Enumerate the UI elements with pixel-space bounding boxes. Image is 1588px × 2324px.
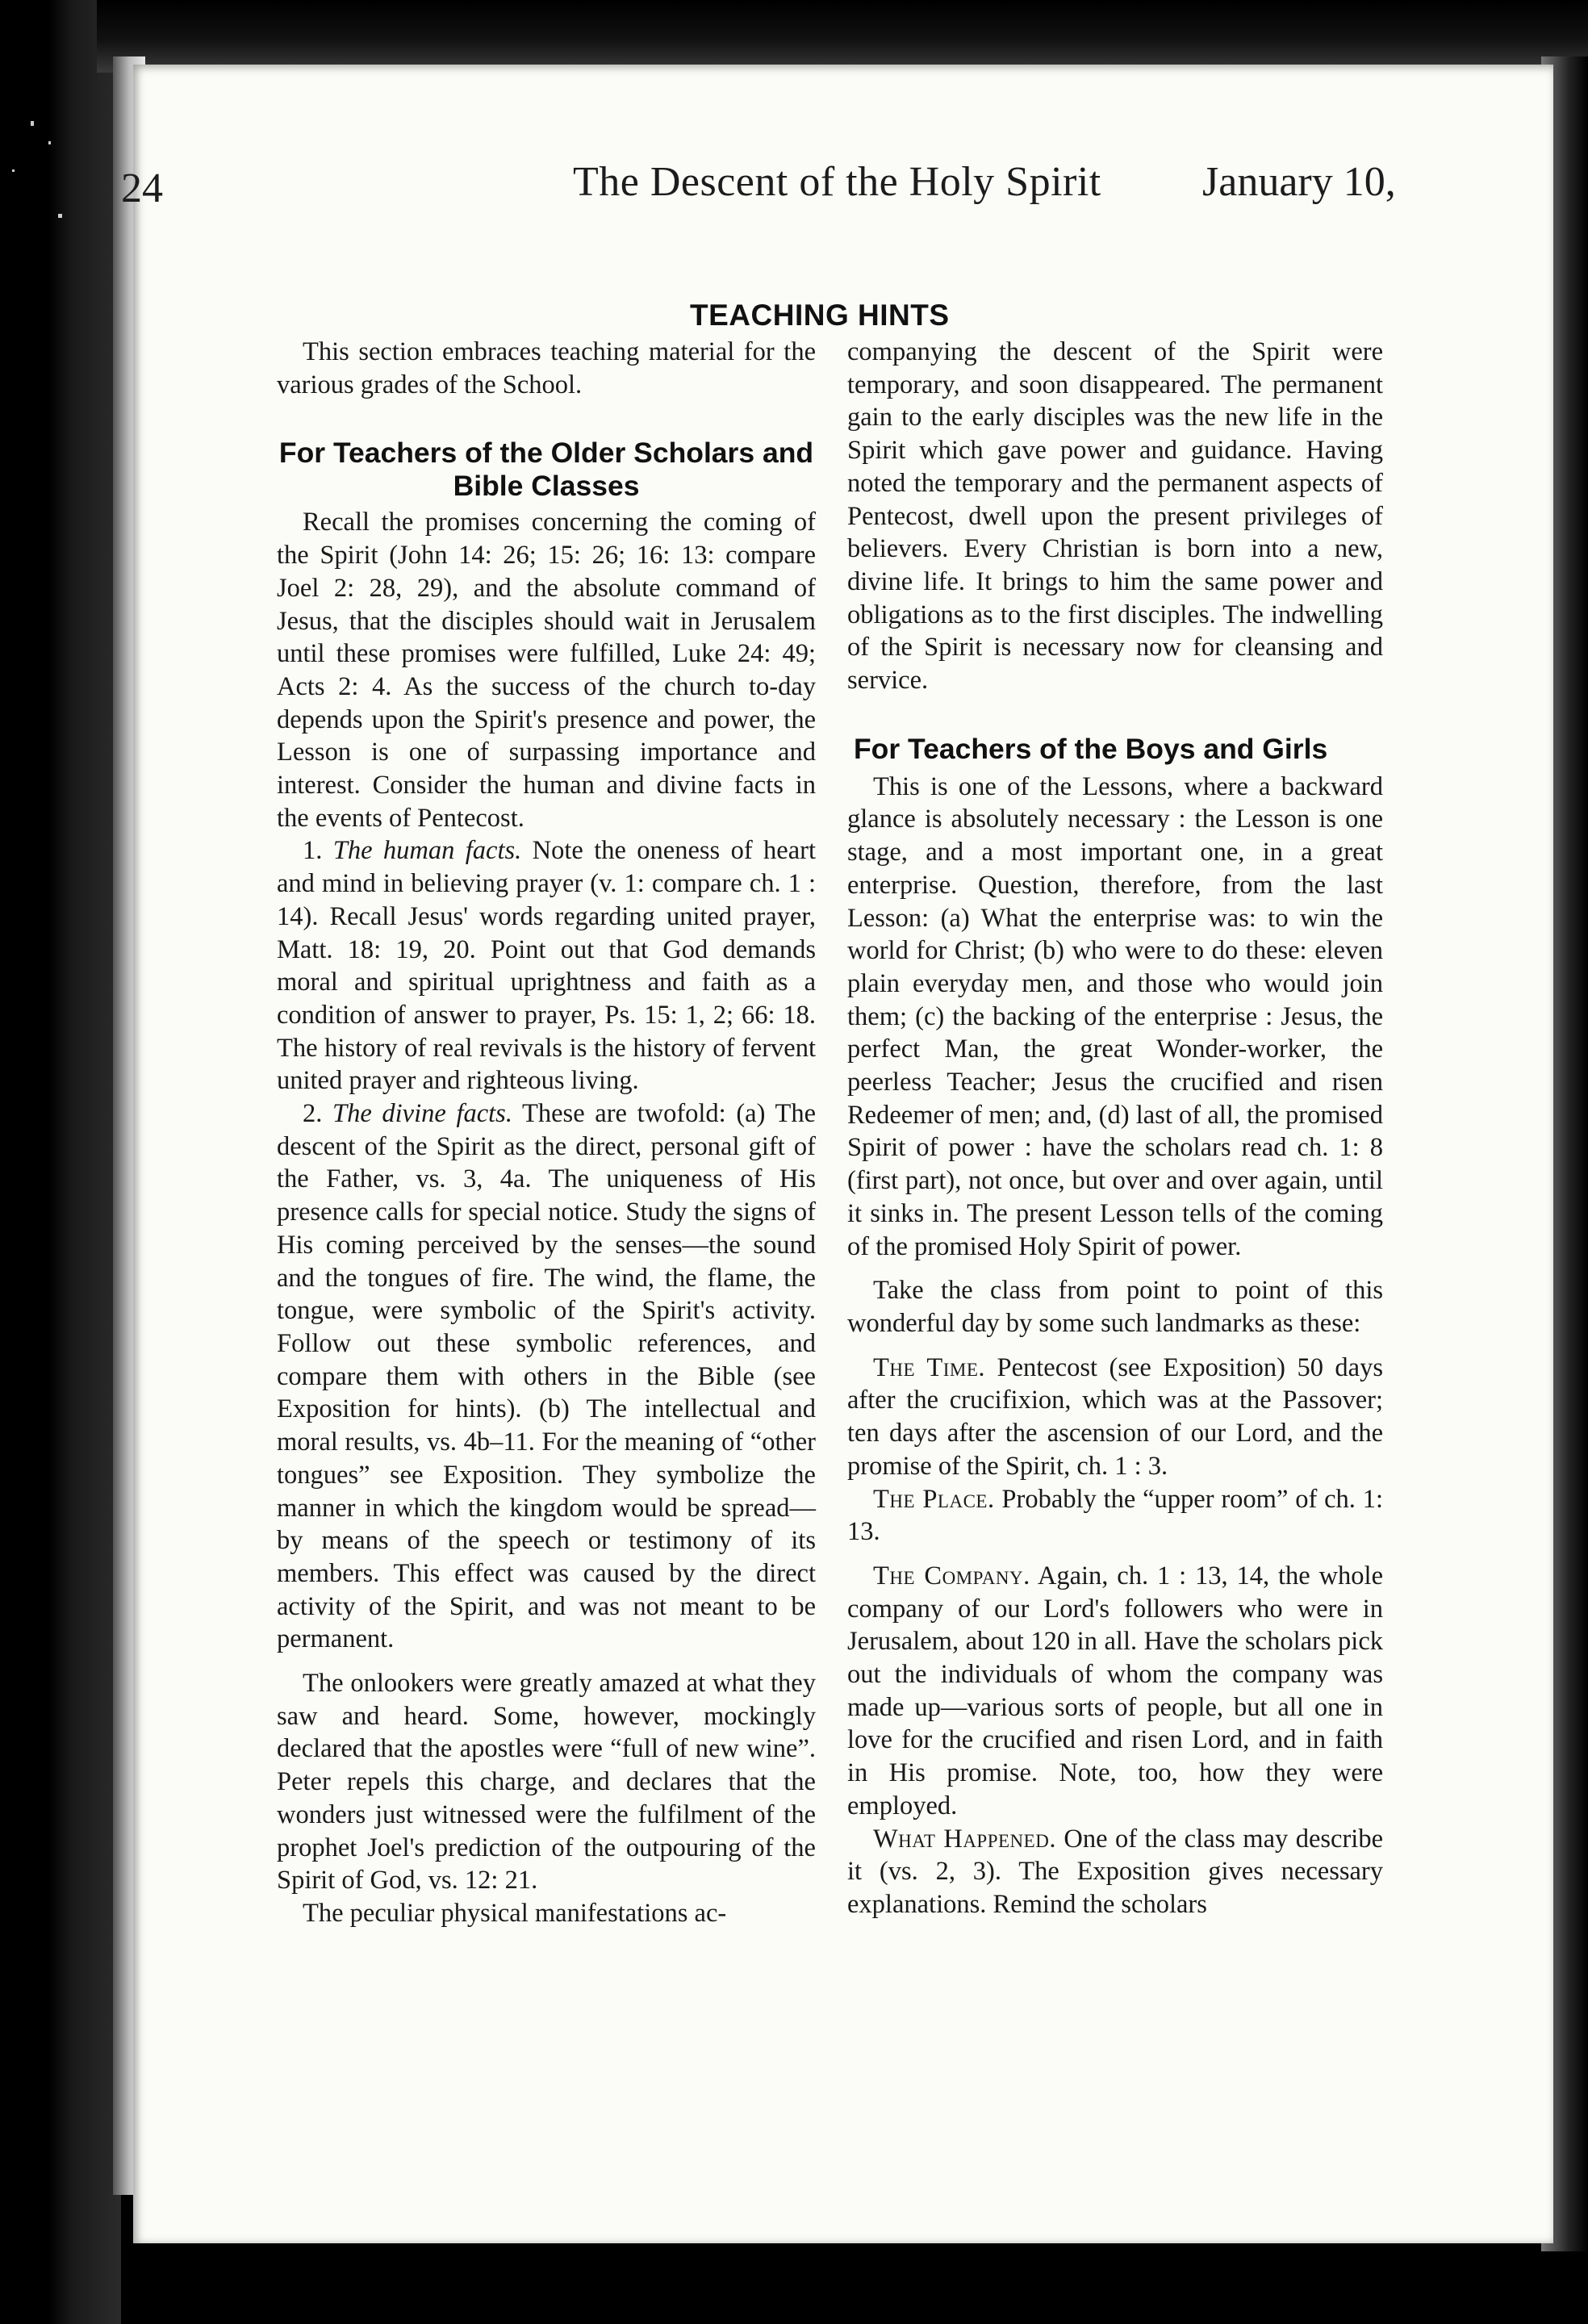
paragraph: This is one of the Lessons, where a backward glance is absolutely necessary : the Lesson is one stage, and a most important one, in a great enterprise. Question, therefore, from the last Lesson: (a) What the enterprise was: to win the world for Christ; (b) who were to do these: eleven plain everyday men, and those who would join them; (c) the backing of the enterprise : Jesus, the perfect Man, the great Wonder-worker, the peerless Teacher; Jesus the crucified and risen Redeemer of men; and, (d) last of all, the promised Spirit of power : have the scholars read ch. 1: 8 (first part), not once, but over and over again, until it sinks in. The present Lesson tells of the coming of the promised Holy Spirit of power. bbox=[847, 771, 1383, 1261]
run-in-label: The Time. bbox=[873, 1352, 986, 1382]
paragraph: The peculiar physical manifestations ac- bbox=[303, 1898, 727, 1928]
right-column bbox=[847, 336, 1383, 1921]
paragraph-text: These are twofold: (a) The descent of the Spirit as the direct, personal gift of the Father, vs. 3, 4a. The uniqueness of His presence calls for special notice. Study the signs of His coming perceived by the senses—the sound and the tongues of fire. The wind, the flame, the tongue, were symbolic of the Spirit's activity. Follow out these symbolic references, and compare them with others in the Bible (see Exposition for hints). (b) The intellectual and moral results, vs. 4b–11. For the meaning of “other tongues” see Exposition. They symbolize the manner in which the kingdom would be spread—by means of the speech or testimony of its members. This effect was caused by the direct activity of the Spirit, and was not meant to be permanent. bbox=[277, 1099, 817, 1654]
landmark-time bbox=[847, 1352, 1383, 1483]
section-title: TEACHING HINTS bbox=[690, 299, 950, 332]
scan-frame-left bbox=[0, 0, 121, 2324]
scan-frame-top bbox=[97, 0, 1588, 73]
landmark-what-happened bbox=[847, 1823, 1383, 1921]
paragraph-text: Again, ch. 1 : 13, 14, the whole company of our Lord's followers who were in Jerusalem, about 120 in all. Have the scholars pick out the individuals of whom the company was made up—various sorts of people, but all one in love for the crucified and risen Lord, and in faith in His promise. Note, too, how they were employed. bbox=[847, 1561, 1383, 1820]
run-in-label: The divine facts. bbox=[332, 1099, 512, 1129]
paragraph-text: One of the class may describe it (vs. 2, 3). The Exposition gives necessary explanations. Remind the scholars bbox=[847, 1824, 1383, 1919]
landmark-company bbox=[847, 1560, 1383, 1823]
paragraph-divine-facts bbox=[277, 1097, 816, 1656]
subhead-boys-girls: For Teachers of the Boys and Girls bbox=[854, 732, 1328, 765]
scan-speck bbox=[58, 214, 62, 218]
run-in-label: The Company. bbox=[873, 1561, 1030, 1590]
left-column bbox=[277, 336, 816, 1930]
paragraph-text: Note the oneness of heart and mind in believing prayer (v. 1: compare ch. 1 : 14). Recall Jesus' words regarding united prayer, Matt. 18: 19, 20. Point out that God demands moral and spiritual uprightness and faith as a condition of answer to prayer, Ps. 15: 1, 2; 66: 18. The history of real revivals is the history of fervent united prayer and righteous living. bbox=[277, 836, 816, 1096]
scan-speck bbox=[12, 169, 15, 172]
paragraph: Take the class from point to point of this wonderful day by some such landmarks as these: bbox=[847, 1276, 1383, 1338]
paragraph: The onlookers were greatly amazed at what they saw and heard. Some, however, mockingly declared that the apostles were “full of new wine”. Peter repels this charge, and declares that the wonders just witnessed were the fulfilment of the prophet Joel's prediction of the outpouring of the Spirit of God, vs. 12: 21. bbox=[277, 1669, 816, 1896]
list-number: 1. bbox=[303, 836, 323, 866]
paragraph-human-facts bbox=[277, 834, 816, 1097]
scan-speck bbox=[31, 121, 34, 126]
paragraph: companying the descent of the Spirit were temporary, and soon disappeared. The permanent gain to the early disciples was the new life in the Spirit which gave power and guidance. Having noted the temporary and the permanent aspects of Pentecost, dwell upon the present privileges of believers. Every Christian is born into a new, divine life. It brings to him the same power and obligations as to the first disciples. The indwelling of the Spirit is necessary now for cleansing and service. bbox=[847, 337, 1383, 696]
running-date: January 10, bbox=[1202, 159, 1396, 205]
paragraph: Recall the promises concerning the coming of the Spirit (John 14: 26; 15: 26; 16: 13: compare Joel 2: 28, 29), and the absolute command of Jesus, that the disciples should wait in Jerusalem until these promises were fulfilled, Luke 24: 49; Acts 2: 4. As the success of the church to-day depends upon the Spirit's presence and power, the Lesson is one of surpassing importance and interest. Consider the human and divine facts in the events of Pentecost. bbox=[277, 508, 816, 833]
list-number: 2. bbox=[303, 1099, 323, 1129]
subhead-older-scholars: For Teachers of the Older Scholars and Bible Classes bbox=[278, 437, 814, 503]
intro-paragraph: This section embraces teaching material for the various grades of the School. bbox=[277, 337, 816, 399]
landmark-place bbox=[847, 1483, 1383, 1549]
page-number: 24 bbox=[121, 165, 163, 211]
paragraph-text: Probably the “upper room” of ch. 1: 13. bbox=[847, 1484, 1384, 1547]
run-in-label: What Happened. bbox=[873, 1824, 1056, 1854]
run-in-label: The Place. bbox=[873, 1484, 995, 1514]
run-in-label: The human facts. bbox=[332, 836, 522, 866]
running-title: The Descent of the Holy Spirit bbox=[573, 159, 1101, 205]
scan-speck bbox=[48, 141, 51, 144]
paragraph-text: Pentecost (see Exposition) 50 days after the crucifixion, which was at the Passover; ten days after the ascension of our Lord, and the promise of the Spirit, ch. 1 : 3. bbox=[847, 1352, 1383, 1481]
